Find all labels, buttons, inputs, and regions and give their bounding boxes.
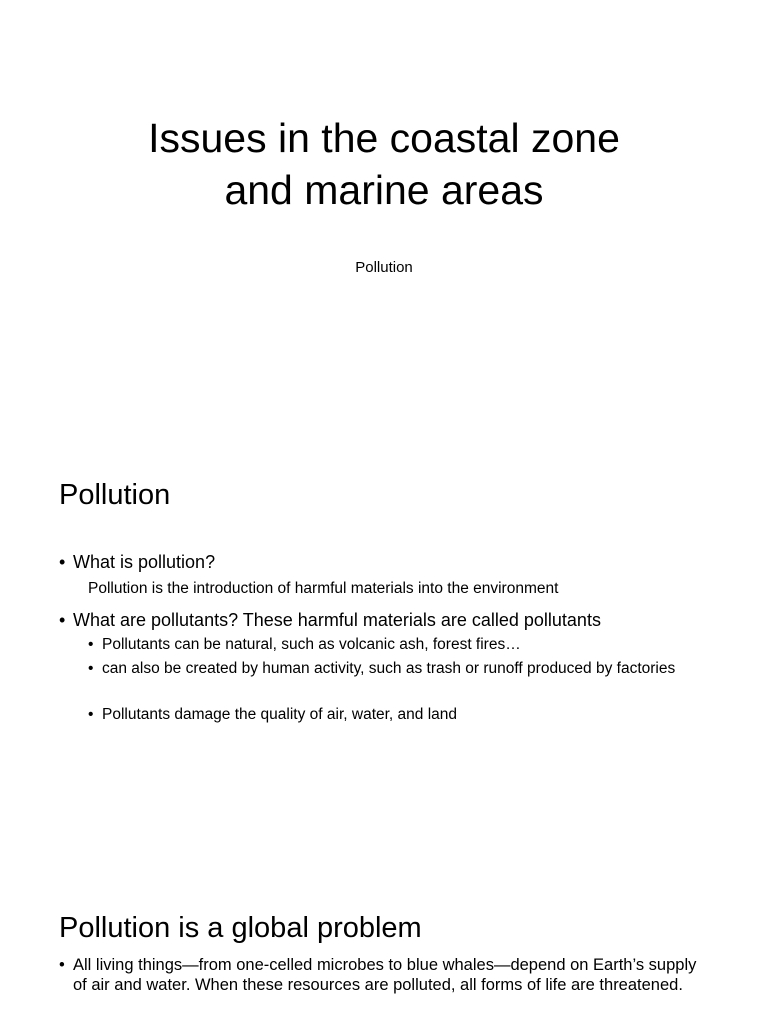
sub-bullet-damage xyxy=(88,704,698,726)
sub-bullet-text: Pollutants damage the quality of air, water, and land xyxy=(102,706,458,723)
bullet-dot: • xyxy=(88,660,94,677)
global-problem-heading: Pollution is a global problem xyxy=(59,912,422,944)
sub-bullet-human-activity xyxy=(88,658,698,680)
sub-bullet-text: Pollutants can be natural, such as volcanic ash, forest fires… xyxy=(102,636,521,653)
global-problem-text: All living things—from one-celled microbes to blue whales—depend on Earth’s supply of air and water. When these resources are polluted, all forms of life are threatened. xyxy=(73,956,697,994)
slide-subtitle: Pollution xyxy=(355,259,413,276)
sub-bullet-text: can also be created by human activity, such as trash or runoff produced by factories xyxy=(102,660,676,677)
bullet-dot: • xyxy=(59,956,65,974)
question-what-is-pollution xyxy=(59,551,215,573)
global-problem-bullet xyxy=(59,956,709,995)
bullet-dot: • xyxy=(59,610,66,630)
slide-title-line-1: Issues in the coastal zone xyxy=(148,115,620,161)
bullet-dot: • xyxy=(88,636,94,653)
bullet-dot: • xyxy=(59,552,66,572)
slide-title xyxy=(0,112,768,216)
question-what-are-pollutants xyxy=(59,609,601,631)
slide-title-line-2: and marine areas xyxy=(224,167,544,213)
bullet-dot: • xyxy=(88,706,94,723)
question-text: What is pollution? xyxy=(73,552,216,572)
pollution-heading: Pollution xyxy=(59,479,171,511)
question-text: What are pollutants? These harmful materials are called pollutants xyxy=(73,610,601,630)
pollution-definition: Pollution is the introduction of harmful materials into the environment xyxy=(88,580,559,597)
sub-bullet-natural xyxy=(88,634,698,656)
